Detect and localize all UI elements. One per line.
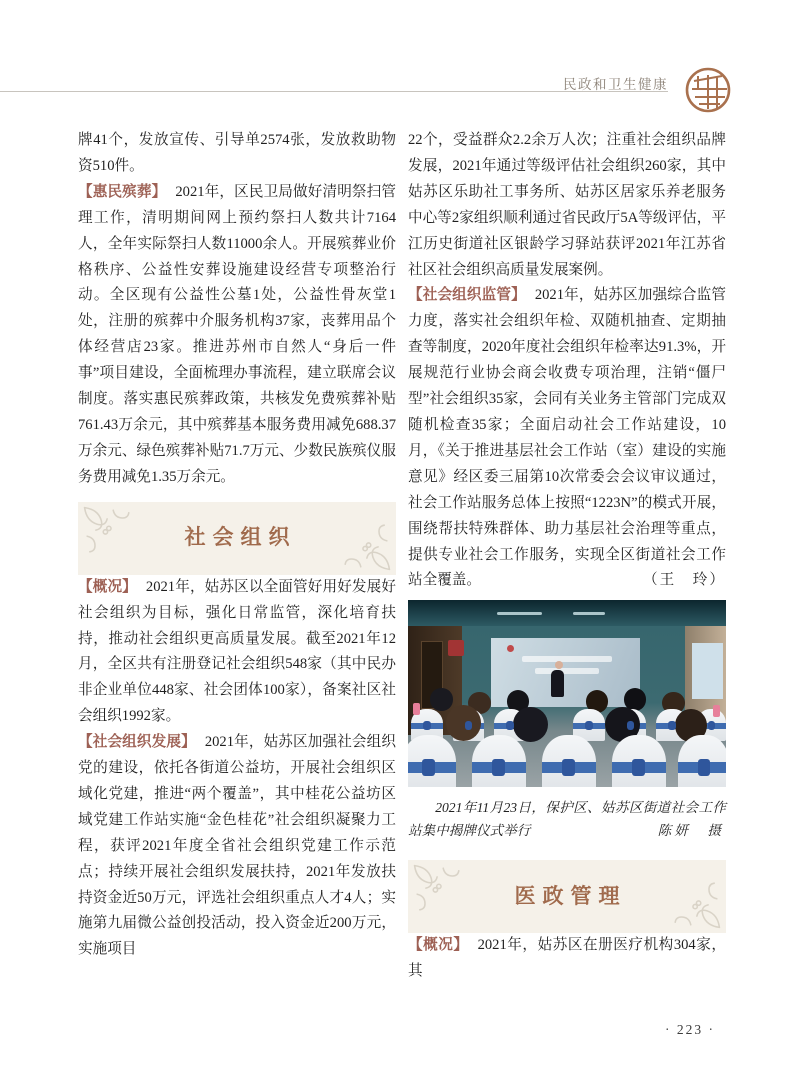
paragraph-text: 22个，受益群众2.2余万人次；注重社会组织品牌发展，2021年通过等级评估社会组织260家，其中姑苏区乐助社工事务所、姑苏区居家乐养老服务中心等2家组织顺利通过省民政厅5A等级评估，平江历史街道社区银龄学习驿站获评2021年江苏省社区社会组织高质量发展案例。 [408, 132, 726, 278]
photo-person-head [430, 688, 452, 710]
photo-ceiling [408, 600, 726, 626]
page-number: · 223 · [665, 1022, 715, 1037]
entry-text: 2021年，姑苏区在册医疗机构304家，其 [408, 937, 726, 980]
corner-ornament-icon [412, 863, 464, 915]
photo-speaker-head [555, 661, 563, 669]
paragraph-continued [78, 128, 396, 180]
entry-label: 【社会组织发展】 [78, 734, 196, 751]
photo-chair [542, 735, 596, 787]
right-column [408, 128, 726, 985]
photo-caption-text: 2021年11月23日，保护区、姑苏区街道社会工作站集中揭牌仪式举行 [408, 800, 726, 838]
photo-chair [678, 735, 726, 787]
entry-text: 2021年，区民卫局做好清明祭扫管理工作，清明期间网上预约祭扫人数共计7164人，全年实际祭扫人数11000余人。开展殡葬业价格秩序、公益性安葬设施建设经营专项整治行动。全区现有公益性公墓1处，公益性骨灰堂1处，注册的殡葬中介服务机构37家，丧葬用品个体经营店23家。推进苏州市自然人“身后一件事”项目建设，全面梳理办事流程，建立联席会议制度。落实惠民殡葬政策，共核发免费殡葬补贴761.43万余元，其中殡葬基本服务费用减免688.37万余元、绿色殡葬补贴71.7万元、少数民族殡仪服务费用减免1.35万余元。 [78, 183, 396, 485]
photo-screen-text [535, 668, 599, 674]
entry-huimin-binzang [78, 180, 396, 491]
photo-cup [713, 705, 720, 717]
left-column [78, 128, 396, 963]
entry-text: 2021年，姑苏区以全面管好用好发展好社会组织为目标，强化日常监管，深化培育扶持，推动社会组织更高质量发展。截至2021年12月，全区共有注册登记社会组织548家（其中民办非企业单位448家、社会团体100家），备案社区社会组织1992家。 [78, 578, 396, 725]
section-header-yizheng-guanli [408, 860, 726, 933]
photo-chair [408, 735, 456, 787]
entry-text: 2021年，姑苏区加强综合监管力度，落实社会组织年检、双随机抽查、定期抽查等制度，2020年度社会组织年检率达91.3%，开展规范行业协会商会收费专项治理，注销“僵尸型”社会组织35家，会同有关业务主管部门完成双随机检查35家；全面启动社会工作站建设，10月，《关于推进基层社会工作站（室）建设的实施意见》经区委三届第10次常委会会议审议通过，社会工作站服务总体上按照“1223N”的模式开展，围绕帮扶特殊群体、助力基层社会治理等重点，提供专业社会工作服务，实现全区街道社会工作站全覆盖。 [408, 287, 726, 589]
entry-yizheng-gaikuang [408, 933, 726, 985]
entry-gaikuang [78, 575, 396, 730]
photo-chair [472, 735, 526, 787]
photo-side-screen [692, 643, 724, 699]
entry-label: 【惠民殡葬】 [78, 183, 167, 200]
entry-shehui-zuzhi-jianguan [408, 283, 726, 594]
photo-caption [408, 797, 726, 842]
corner-ornament-icon [82, 505, 134, 557]
entry-shehui-zuzhi-fazhan [78, 730, 396, 963]
photo-chair [612, 735, 666, 787]
photo-person-head [513, 707, 548, 743]
entry-label: 【概况】 [408, 937, 469, 954]
photo-speaker [551, 670, 564, 697]
entry-text: 2021年，姑苏区加强社会组织党的建设，依托各街道公益坊，开展社会组织区域化党建，推进“两个覆盖”，其中桂花公益坊区域党建工作站实施“金色桂花”社会组织凝聚力工程，获评2021年度全省社会组织党建工作示范点；持续开展社会组织发展扶持，2021年发放扶持资金近50万元，评选社会组织重点人才4人；实施第九届微公益创投活动，投入资金近200万元，实施项目 [78, 734, 396, 958]
photo-ceiling-light [497, 612, 542, 615]
photo-red-sign [448, 640, 464, 657]
yearbook-seal-icon [684, 66, 732, 114]
paragraph-continued [408, 128, 726, 283]
photo-credit: 陈妍 摄 [657, 822, 724, 838]
photo-ceiling-light [573, 612, 605, 615]
photo-cup [413, 703, 420, 715]
photo-person-head [446, 705, 481, 741]
corner-ornament-icon [340, 520, 392, 572]
section-title: 社会组织 [184, 525, 297, 550]
section-header-shehui-zuzhi [78, 502, 396, 575]
section-title: 医政管理 [514, 883, 627, 908]
corner-ornament-icon [670, 878, 722, 930]
photo-screen-text [522, 656, 611, 662]
author-byline: （王 玲） [643, 572, 726, 589]
entry-label: 【社会组织监管】 [408, 287, 526, 304]
chapter-title: 民政和卫生健康 [563, 77, 668, 92]
paragraph-text: 牌41个，发放宣传、引导单2574张，发放救助物资510件。 [78, 132, 396, 174]
event-photo [408, 600, 726, 787]
photo-screen-logo [507, 645, 514, 652]
entry-label: 【概况】 [78, 578, 137, 595]
